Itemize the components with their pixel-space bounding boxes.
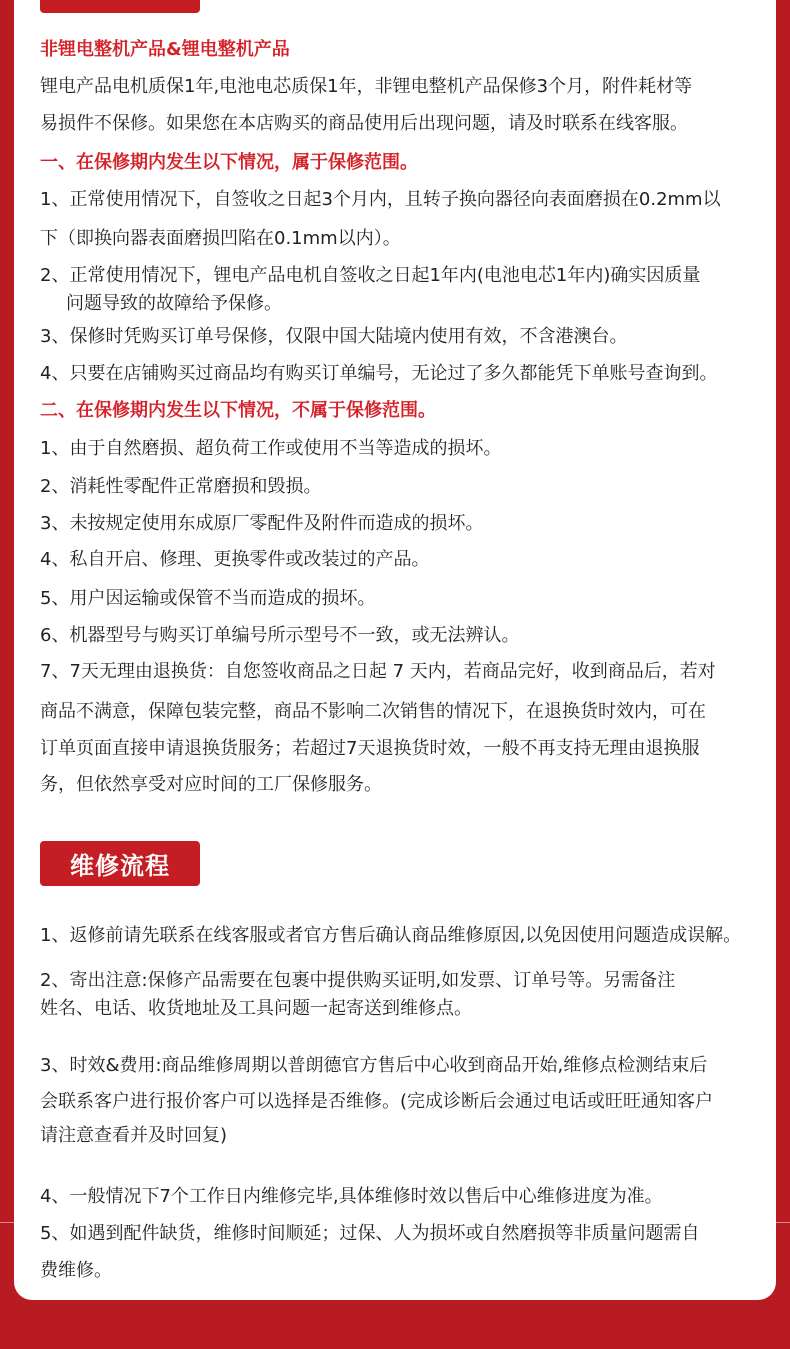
excluded-item: 务，但依然享受对应时间的工厂保修服务。 xyxy=(40,774,382,795)
repair-step: 费维修。 xyxy=(40,1260,112,1281)
covered-item: 1、正常使用情况下，自签收之日起3个月内，且转子换向器径向表面磨损在0.2mm以 xyxy=(40,189,721,210)
excluded-item: 7、7天无理由退换货：自您签收商品之日起 7 天内，若商品完好，收到商品后，若对 xyxy=(40,661,716,682)
covered-item: 问题导致的故障给予保修。 xyxy=(66,293,282,314)
repair-step: 会联系客户进行报价客户可以选择是否维修。(完成诊断后会通过电话或旺旺通知客户 xyxy=(40,1091,714,1112)
covered-item: 3、保修时凭购买订单号保修，仅限中国大陆境内使用有效，不含港澳台。 xyxy=(40,326,628,347)
excluded-item: 4、私自开启、修理、更换零件或改装过的产品。 xyxy=(40,549,430,570)
excluded-item: 2、消耗性零配件正常磨损和毁损。 xyxy=(40,476,322,497)
covered-item: 下（即换向器表面磨损凹陷在0.1mm以内）。 xyxy=(40,228,401,249)
section-tab-warranty xyxy=(40,0,200,13)
repair-step: 4、一般情况下7个工作日内维修完毕,具体维修时效以售后中心维修进度为准。 xyxy=(40,1186,663,1207)
covered-heading: 一、在保修期内发生以下情况，属于保修范围。 xyxy=(40,152,418,173)
excluded-heading: 二、在保修期内发生以下情况，不属于保修范围。 xyxy=(40,400,436,421)
right-edge-mark xyxy=(776,1222,790,1223)
excluded-item: 订单页面直接申请退换货服务；若超过7天退换货时效，一般不再支持无理由退换服 xyxy=(40,738,700,759)
repair-step: 2、寄出注意:保修产品需要在包裹中提供购买证明,如发票、订单号等。另需备注 xyxy=(40,970,676,991)
repair-step: 请注意查看并及时回复) xyxy=(40,1125,228,1146)
repair-section-title: 维修流程 xyxy=(40,841,200,886)
covered-item: 4、只要在店铺购买过商品均有购买订单编号，无论过了多久都能凭下单账号查询到。 xyxy=(40,363,718,384)
repair-step: 1、返修前请先联系在线客服或者官方售后确认商品维修原因,以免因使用问题造成误解。 xyxy=(40,925,742,946)
excluded-item: 商品不满意，保障包装完整，商品不影响二次销售的情况下，在退换货时效内，可在 xyxy=(40,701,706,722)
warranty-subtitle: 非锂电整机产品&锂电整机产品 xyxy=(40,39,290,60)
intro-line: 锂电产品电机质保1年,电池电芯质保1年，非锂电整机产品保修3个月，附件耗材等 xyxy=(40,76,693,97)
excluded-item: 3、未按规定使用东成原厂零配件及附件而造成的损坏。 xyxy=(40,513,484,534)
repair-step: 姓名、电话、收货地址及工具问题一起寄送到维修点。 xyxy=(40,998,472,1019)
intro-line: 易损件不保修。如果您在本店购买的商品使用后出现问题，请及时联系在线客服。 xyxy=(40,113,688,134)
repair-step: 3、时效&费用:商品维修周期以普朗德官方售后中心收到商品开始,维修点检测结束后 xyxy=(40,1055,708,1076)
excluded-item: 5、用户因运输或保管不当而造成的损坏。 xyxy=(40,588,376,609)
repair-step: 5、如遇到配件缺货，维修时间顺延；过保、人为损坏或自然磨损等非质量问题需自 xyxy=(40,1223,700,1244)
excluded-item: 1、由于自然磨损、超负荷工作或使用不当等造成的损坏。 xyxy=(40,438,502,459)
covered-item: 2、正常使用情况下，锂电产品电机自签收之日起1年内(电池电芯1年内)确实因质量 xyxy=(40,265,701,286)
left-edge-mark xyxy=(0,1222,14,1223)
excluded-item: 6、机器型号与购买订单编号所示型号不一致，或无法辨认。 xyxy=(40,625,520,646)
